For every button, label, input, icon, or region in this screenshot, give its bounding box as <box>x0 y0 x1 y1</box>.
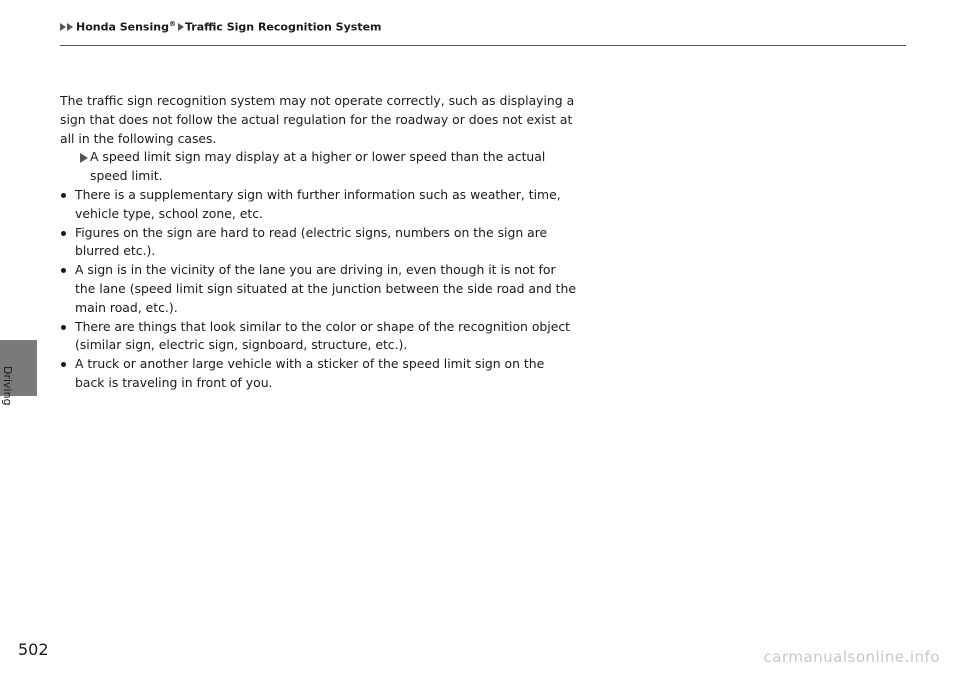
note-arrow-icon <box>80 153 88 163</box>
list-item <box>60 261 576 317</box>
note-text: A speed limit sign may display at a higher or lower speed than the actual speed limit. <box>90 149 546 184</box>
bullet-dot-icon <box>61 268 66 273</box>
list-item-text: Figures on the sign are hard to read (electric signs, numbers on the sign are blurred etc.). <box>75 224 548 259</box>
list-item <box>60 318 576 356</box>
registered-mark: ® <box>168 20 176 28</box>
intro-paragraph: The traffic sign recognition system may not operate correctly, such as displaying a sign that does not follow the actual regulation for the roadway or does not exist at all in the following cases. <box>60 93 575 146</box>
list-item <box>60 355 576 393</box>
breadcrumb-section[interactable]: Honda Sensing <box>76 20 169 34</box>
list-item <box>60 186 576 224</box>
breadcrumb-arrow-icon <box>67 23 73 31</box>
bullet-dot-icon <box>61 362 66 367</box>
chapter-tab-label: Driving <box>1 366 14 406</box>
page-number: 502 <box>18 640 49 659</box>
note-item <box>60 148 576 186</box>
bullet-dot-icon <box>61 325 66 330</box>
bullet-dot-icon <box>61 231 66 236</box>
condition-list <box>60 186 576 393</box>
breadcrumb <box>60 20 382 34</box>
breadcrumb-arrow-icon <box>178 23 184 31</box>
bullet-dot-icon <box>61 193 66 198</box>
list-item-text: There is a supplementary sign with further information such as weather, time, vehicle type, school zone, etc. <box>75 186 561 221</box>
header-divider <box>60 45 906 46</box>
watermark: carmanualsonline.info <box>763 648 940 666</box>
page-content <box>60 92 576 393</box>
list-item-text: A truck or another large vehicle with a sticker of the speed limit sign on the back is traveling in front of you. <box>75 356 545 390</box>
breadcrumb-arrow-icon <box>60 23 66 31</box>
list-item <box>60 224 576 262</box>
list-item-text: A sign is in the vicinity of the lane you are driving in, even though it is not for the lane (speed limit sign situated at the junction between the side road and the main road, etc.). <box>75 262 576 315</box>
list-item-text: There are things that look similar to the color or shape of the recognition object (similar sign, electric sign, signboard, structure, etc.). <box>75 318 571 353</box>
breadcrumb-page: Traffic Sign Recognition System <box>184 20 382 34</box>
